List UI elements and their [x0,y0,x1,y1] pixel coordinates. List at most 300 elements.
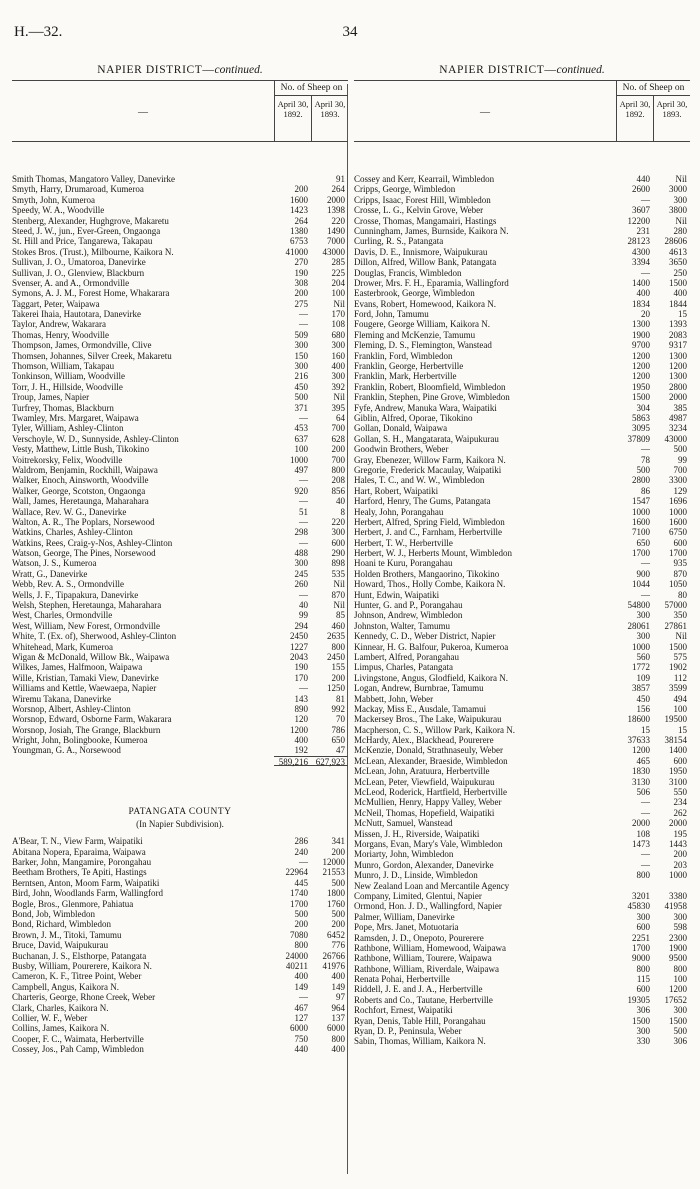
sheep-1892: 3130 [632,776,650,787]
table-row [12,403,348,413]
table-row [12,288,348,298]
table-row [12,704,348,714]
sheep-1893: 40 [336,496,345,507]
sheep-1893: 1200 [669,361,687,372]
sheep-1893: 1200 [669,984,687,995]
sheep-1892: 304 [636,402,650,413]
sheep-1892: 1950 [632,381,650,392]
owner-name: Crosse, L. G., Kelvin Grove, Weber [354,205,484,216]
owner-name: Livingstone, Angus, Glodfield, Kaikora N. [354,672,508,683]
table-row [12,475,348,485]
owner-name: Mackersey Bros., The Lake, Waipukurau [354,714,502,725]
sheep-1892: 24000 [285,950,308,961]
sheep-1892: 1200 [632,745,650,756]
sheep-1893: 898 [331,558,345,569]
sheep-1893: 992 [331,703,345,714]
sheep-1893: 280 [673,225,687,236]
sheep-1893: 500 [673,1026,687,1037]
table-row [12,527,348,537]
sheep-1893: 300 [673,194,687,205]
sheep-1892: 300 [636,610,650,621]
table-row [354,600,690,610]
owner-name: Tonkinson, William, Woodville [12,371,125,382]
sheep-1892: 9000 [632,953,650,964]
owner-name: Ryan, Denis, Table Hill, Porangahau [354,1015,486,1026]
sheep-1893: 15 [678,309,687,320]
table-row [12,992,348,1002]
sheep-1893: 786 [331,724,345,735]
table-row [12,444,348,454]
sheep-1892: 1830 [632,766,650,777]
sheep-1893: 3650 [669,257,687,268]
owner-name: Munro, Gordon, Alexander, Danevirke [354,859,494,870]
owner-name: Cunningham, James, Burnside, Kaikora N. [354,225,509,236]
owner-name: Renata Pohai, Herbertville [354,974,450,985]
sheep-1893: 6000 [327,1023,345,1034]
sheep-1893: 3380 [669,890,687,901]
sheep-1893: 250 [673,267,687,278]
sheep-1893: 1696 [669,496,687,507]
sheep-1892: 306 [636,1005,650,1016]
sheep-1892: 2600 [632,184,650,195]
sheep-1893: 3100 [669,776,687,787]
table-row [354,361,690,371]
sheep-1893: 6750 [669,527,687,538]
sheep-1893: 27861 [664,620,687,631]
table-row [354,891,690,901]
table-row [12,694,348,704]
table-row [354,247,690,257]
owner-name: Morgans, Evan, Mary's Vale, Wimbledon [354,839,503,849]
sheep-1892: 19305 [627,994,650,1005]
owner-name: Torr, J. H., Hillside, Woodville [12,381,123,392]
table-row [354,881,690,891]
sheep-1893: Nil [333,600,345,611]
sheep-1892: 920 [294,485,308,496]
owner-name: Kennedy, C. D., Weber District, Napier [354,631,496,642]
table-row [354,579,690,589]
table-row [354,683,690,693]
table-row [354,1026,690,1036]
owner-name: Drower, Mrs. F. H., Eparamia, Wallingford [354,277,509,288]
sheep-1893: 1398 [327,205,345,216]
name-column-header: — [138,107,148,118]
sheep-1893: 628 [331,433,345,444]
sheep-1892: — [299,589,308,600]
table-row [12,496,348,506]
sheep-1893: 680 [331,329,345,340]
owner-name: Speedy, W. A., Woodville [12,205,105,216]
sheep-1893: 964 [331,1002,345,1013]
sheep-1893: 41958 [664,901,687,912]
sheep-1892: 1740 [290,888,308,899]
table-row [12,610,348,620]
table-row [12,309,348,319]
sheep-1892: 78 [641,454,650,465]
sheep-1893: 1300 [669,350,687,361]
sheep-1893: 1600 [669,516,687,527]
sheep-1893: 700 [673,464,687,475]
table-row [354,1036,690,1046]
table-row [354,392,690,402]
sheep-1893: 137 [331,1012,345,1023]
table-row [12,982,348,992]
sheep-1893: 26766 [322,950,345,961]
sheep-1892: — [641,194,650,205]
sheep-1893: 300 [673,911,687,922]
sheep-1892: 465 [636,755,650,766]
sheep-1893: 80 [678,589,687,600]
table-row [354,590,690,600]
sheep-1893: 1393 [669,319,687,330]
sheep-1893: 100 [331,288,345,299]
sheep-1892 [616,881,653,891]
table-row [12,538,348,548]
sheep-count-header: No. of Sheep on [616,81,690,96]
table-row [12,888,348,898]
owner-list [12,836,348,1054]
sheep-1893: 129 [673,485,687,496]
sheep-1892: 400 [636,288,650,299]
sheep-1892: 286 [294,836,308,847]
total-1892: 589,216 [274,756,311,766]
table-row [354,662,690,672]
sheep-1892: 200 [294,288,308,299]
sheep-1892: 100 [294,444,308,455]
owner-name: Herbert, J. and C., Farnham, Herbertville [354,527,502,538]
table-row [354,766,690,776]
sheep-1892: 450 [294,381,308,392]
table-row [354,444,690,454]
sheep-1893: 700 [331,423,345,434]
owner-name: Gollan, S. H., Mangatarata, Waipukurau [354,433,499,444]
owner-name: Ryan, D. P., Peninsula, Weber [354,1026,462,1037]
sheep-1892: 1300 [632,319,650,330]
sheep-1893: 400 [331,971,345,982]
sheep-1892: 7080 [290,929,308,940]
table-row [12,745,348,755]
sheep-1893: 17652 [664,994,687,1005]
sheep-1892: 5863 [632,412,650,423]
table-row [12,236,348,246]
sheep-1892: 600 [636,922,650,933]
sheep-1892: 300 [294,558,308,569]
sheep-1893: 2000 [669,392,687,403]
owner-name: McKenzie, Donald, Strathnaseuly, Weber [354,745,503,756]
sheep-1893: Nil [333,298,345,309]
owner-name: Wilkes, James, Halfmoon, Waipawa [12,662,143,673]
sheep-1893: 285 [331,257,345,268]
sheep-1893: 160 [331,350,345,361]
table-row [354,901,690,911]
sheep-1892: 400 [294,971,308,982]
sheep-1892: 1200 [632,361,650,372]
sheep-1893: 494 [673,693,687,704]
sheep-1892: 1400 [632,277,650,288]
sheep-1892: 20 [641,309,650,320]
sheep-1893: 800 [331,641,345,652]
owner-name: Campbell, Angus, Kaikora N. [12,981,119,992]
owner-name: Franklin, Stephen, Pine Grove, Wimbledon [354,392,510,403]
owner-name: Goodwin Brothers, Weber [354,444,449,455]
sheep-1892: 400 [294,735,308,746]
table-row [12,847,348,857]
sheep-1892: 1834 [632,298,650,309]
owner-name: Ramsden, J. D., Onepoto, Pourerere [354,932,484,943]
sheep-1893: 2450 [327,651,345,662]
sheep-1893: 2000 [327,194,345,205]
sheep-1893: 1300 [669,371,687,382]
sheep-1893: 600 [673,537,687,548]
sheep-1893 [653,881,690,891]
table-row [354,933,690,943]
year-1892-header: April 30, 1892. [616,96,653,141]
owner-name: Webb, Rev. A. S., Ormondville [12,579,124,590]
sheep-1892: — [641,807,650,818]
sheep-1893: 1760 [327,898,345,909]
table-row [354,403,690,413]
table-row [12,569,348,579]
owner-name: Brown, J. M., Titoki, Tamumu [12,929,122,940]
owner-name: Cooper, F. C., Waimata, Herbertville [12,1033,144,1044]
sheep-1893: 1700 [669,548,687,559]
table-header [354,80,690,142]
owner-name: West, Charles, Ormondville [12,610,113,621]
owner-name: Rathbone, William, Riverdale, Waipawa [354,963,500,974]
table-row [354,195,690,205]
sheep-1892: 330 [636,1036,650,1047]
table-row [12,951,348,961]
table-row [12,725,348,735]
sheep-1892: 2000 [632,818,650,829]
sheep-count-header: No. of Sheep on [274,81,348,96]
sheep-1893: 97 [336,992,345,1003]
owner-name: Collins, James, Kaikora N. [12,1023,109,1034]
sheep-1892: 108 [636,828,650,839]
table-row [354,507,690,517]
owner-name: Wiremu Takana, Danevirke [12,693,112,704]
sheep-1892: 1700 [290,898,308,909]
table-row [354,517,690,527]
owner-name: Williams and Kettle, Waewaepa, Napier [12,683,157,694]
owner-name: Wratt, G., Danevirke [12,568,88,579]
sheep-1892: 1500 [632,1015,650,1026]
table-row [354,423,690,433]
table-row [354,455,690,465]
sheep-1893: 12000 [322,857,345,868]
sheep-1892: 2800 [632,475,650,486]
sheep-1893: 203 [673,859,687,870]
owner-name: Crosse, Thomas, Mangamairi, Hastings [354,215,497,226]
sheep-1892: 497 [294,464,308,475]
owner-name: Abitana Nopera, Eparaima, Waipawa [12,846,146,857]
sheep-1893: 200 [331,672,345,683]
table-row [12,319,348,329]
owner-name: Rathbone, William, Homewood, Waipawa [354,942,507,953]
sheep-1892: 500 [294,392,308,403]
sheep-1892: 2251 [632,932,650,943]
owner-name: Riddell, J. E. and J. A., Herbertville [354,984,483,995]
sheep-1893: 47 [336,745,345,756]
owner-name: Worsnop, Albert, Ashley-Clinton [12,703,131,714]
sheep-1893: 149 [331,981,345,992]
left-column [12,60,348,1054]
sheep-1893: 2083 [669,329,687,340]
sheep-1893: 300 [673,1005,687,1016]
sheep-1893: 3000 [669,184,687,195]
table-row [354,340,690,350]
owner-name: Thomas, Henry, Woodville [12,329,110,340]
owner-name: Cameron, K. F., Titree Point, Weber [12,971,142,982]
table-row [354,787,690,797]
sheep-1892: 488 [294,548,308,559]
sheep-1893: 600 [331,537,345,548]
owner-name: Youngman, G. A., Norsewood [12,745,121,756]
table-row [12,683,348,693]
owner-name: Sullivan, J. O., Umatoroa, Danevirke [12,257,146,268]
owner-name: McNeil, Thomas, Hopefield, Waipatiki [354,807,495,818]
owner-name: Roberts and Co., Tautane, Herbertville [354,994,493,1005]
sheep-1893: 3300 [669,475,687,486]
sheep-1893: Nil [675,215,687,226]
sheep-1892: 37809 [627,433,650,444]
owner-name: Wallace, Rev. W. G., Danevirke [12,506,127,517]
sheep-1892: 1600 [632,516,650,527]
sheep-1893: 800 [673,963,687,974]
sheep-1892: — [299,475,308,486]
sheep-1893: 195 [673,828,687,839]
table-row [354,1005,690,1015]
owner-name: Franklin, George, Herbertville [354,361,464,372]
table-row [354,974,690,984]
table-row [12,857,348,867]
owner-name: McLean, Alexander, Braeside, Wimbledon [354,755,508,766]
sheep-1893: 4613 [669,246,687,257]
table-row [12,517,348,527]
owner-name: Gollan, Donald, Waipawa [354,423,448,434]
owner-name: Steed, J. W., jun., Ever-Green, Ongaonga [12,225,161,236]
owner-name: Munro, J. D., Linside, Wimbledon [354,870,478,881]
table-row [354,465,690,475]
sheep-1892: 9700 [632,340,650,351]
table-row [12,507,348,517]
table-row [12,1003,348,1013]
sheep-1892: 506 [636,787,650,798]
sheep-1893: 21553 [322,867,345,878]
owner-name: McNutt, Samuel, Wanstead [354,818,453,829]
sheep-1892: 40 [299,600,308,611]
table-row [12,867,348,877]
owner-name: McLean, John, Aratuura, Herbertville [354,766,490,777]
sheep-1892: — [641,267,650,278]
owner-name: Sullivan, J. O., Glenview, Blackburn [12,267,145,278]
sheep-1893: 7000 [327,236,345,247]
table-row [12,735,348,745]
sheep-1892: 28123 [627,236,650,247]
table-row [354,538,690,548]
table-row [354,995,690,1005]
owner-name: Tyler, William, Ashley-Clinton [12,423,124,434]
owner-name: Mabbett, John, Weber [354,693,434,704]
sheep-1893: 264 [331,184,345,195]
table-row [354,548,690,558]
sheep-1893: 170 [331,309,345,320]
table-row [12,558,348,568]
table-row [12,899,348,909]
sheep-1893: 100 [673,974,687,985]
table-row [354,912,690,922]
table-row [354,818,690,828]
sheep-1893: 1500 [669,641,687,652]
sheep-1892: 300 [636,1026,650,1037]
table-row [12,878,348,888]
table-row [12,940,348,950]
sheep-1892: 45830 [627,901,650,912]
sheep-1892: 245 [294,568,308,579]
table-row [354,216,690,226]
sheep-1893: 400 [331,1044,345,1055]
table-row [354,943,690,953]
sheep-1893: 43000 [664,433,687,444]
owner-name: Franklin, Robert, Bloomfield, Wimbledon [354,381,506,392]
sheep-1892: 1423 [290,205,308,216]
sheep-1892: 6753 [290,236,308,247]
sheep-1893: 341 [331,836,345,847]
sheep-1892: 600 [636,984,650,995]
owner-name: Johnson, Andrew, Wimbledon [354,610,463,621]
owner-name: Busby, William, Pourerere, Kaikora N. [12,960,152,971]
owner-name: Worsnop, Edward, Osborne Farm, Wakarara [12,714,172,725]
owner-name: West, William, New Forest, Ormondville [12,620,160,631]
sheep-1893: 776 [331,940,345,951]
sheep-1892: 149 [294,981,308,992]
owner-list [12,174,348,756]
total-row [12,756,348,766]
table-row [12,652,348,662]
sheep-1893: 1800 [327,888,345,899]
owner-name: Herbert, W. J., Herberts Mount, Wimbledon [354,548,512,559]
column-title: NAPIER DISTRICT—continued. [97,64,263,76]
sheep-1893: 1400 [669,745,687,756]
sheep-1893: 200 [331,846,345,857]
table-row [12,278,348,288]
sheep-1893: 2800 [669,381,687,392]
sheep-1892: 37633 [627,735,650,746]
sheep-1893: 1500 [669,277,687,288]
table-row [354,652,690,662]
table-row [354,486,690,496]
table-row [354,184,690,194]
owner-name: Dillon, Alfred, Willow Bank, Patangata [354,257,497,268]
sheep-1892: — [641,859,650,870]
sheep-1893: 300 [331,527,345,538]
table-row [354,756,690,766]
sheep-1893: 9317 [669,340,687,351]
sheep-1892: 109 [636,672,650,683]
sheep-1893: 575 [673,651,687,662]
sheep-1892: 200 [294,184,308,195]
sheep-1892: 1547 [632,496,650,507]
owner-name: Troup, James, Napier [12,392,90,403]
sheep-1892: 143 [294,693,308,704]
sheep-1892: 86 [641,485,650,496]
sheep-1892: — [299,496,308,507]
table-header [12,80,348,142]
sheep-1893: 200 [331,919,345,930]
owner-name: Takerei Ihaia, Hautotara, Danevirke [12,309,142,320]
sheep-1893: 3800 [669,205,687,216]
owner-name: McLean, Peter, Viewfield, Waipukurau [354,776,495,787]
